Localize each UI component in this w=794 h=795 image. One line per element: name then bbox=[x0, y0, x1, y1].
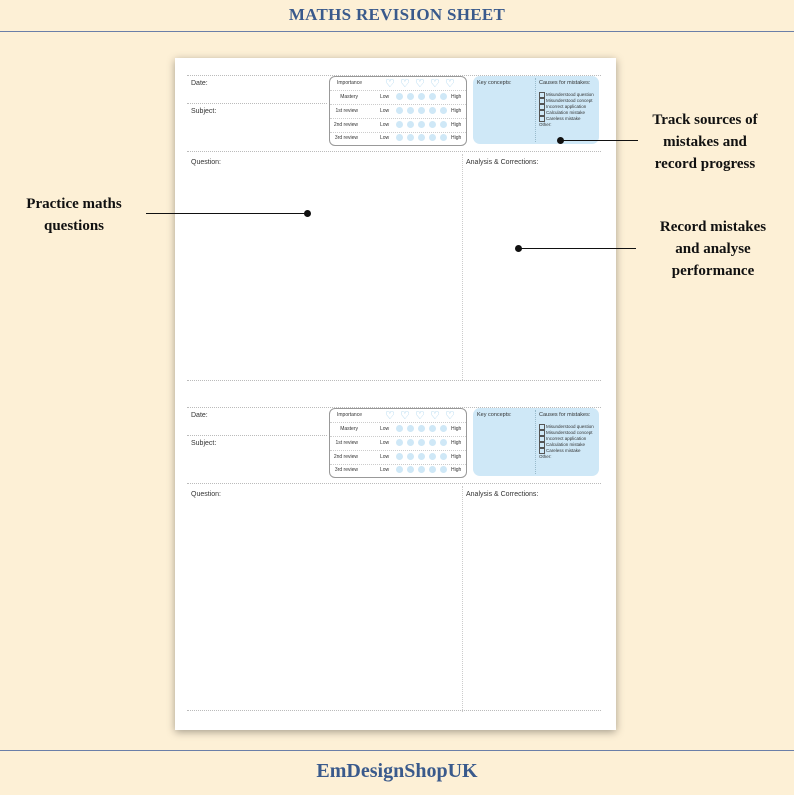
date-label: Date: bbox=[191, 80, 208, 87]
sheet-section-1 bbox=[187, 72, 601, 380]
heart-icon[interactable]: ♡ bbox=[430, 410, 440, 422]
concepts-panel bbox=[473, 76, 599, 144]
review1-label: 1st review bbox=[335, 108, 358, 114]
date-label: Date: bbox=[191, 412, 208, 419]
subject-label: Subject: bbox=[191, 440, 217, 447]
leader-line-record bbox=[519, 248, 636, 249]
concepts-panel bbox=[473, 408, 599, 476]
question-label: Question: bbox=[191, 159, 221, 166]
leader-line-practice bbox=[146, 213, 308, 214]
heart-icon[interactable]: ♡ bbox=[415, 410, 425, 422]
bullet-record bbox=[515, 245, 522, 252]
key-concepts-label: Key concepts: bbox=[477, 412, 512, 418]
other-label: Other: bbox=[539, 454, 552, 459]
rating-panel bbox=[329, 76, 467, 146]
annotation-record: Record mistakes and analyse performance bbox=[659, 219, 767, 279]
high-label: High bbox=[451, 94, 462, 100]
heart-icon[interactable]: ♡ bbox=[415, 78, 425, 90]
annotation-track: Track sources of mistakes and record progress bbox=[652, 112, 758, 172]
heart-icon[interactable]: ♡ bbox=[385, 410, 395, 422]
mastery-label: Mastery bbox=[340, 426, 358, 432]
review3-label: 3rd review bbox=[334, 467, 358, 473]
review2-label: 2nd review bbox=[333, 122, 358, 128]
low-label: Low bbox=[380, 426, 390, 432]
low-label: Low bbox=[380, 135, 390, 141]
footer-brand: EmDesignShopUK bbox=[316, 760, 478, 782]
low-label: Low bbox=[380, 122, 390, 128]
high-label: High bbox=[451, 454, 462, 460]
bullet-practice bbox=[304, 210, 311, 217]
low-label: Low bbox=[380, 454, 390, 460]
cause-checkbox[interactable]: Misunderstood concept bbox=[539, 430, 593, 436]
high-label: High bbox=[451, 467, 462, 473]
annotation-practice: Practice maths questions bbox=[26, 196, 122, 234]
cause-checkbox[interactable]: Careless mistake bbox=[539, 448, 581, 454]
cause-checkbox[interactable]: Misunderstood question bbox=[539, 92, 594, 98]
cause-checkbox[interactable]: Misunderstood question bbox=[539, 424, 594, 430]
question-label: Question: bbox=[191, 491, 221, 498]
heart-icon[interactable]: ♡ bbox=[385, 78, 395, 90]
importance-label: Importance bbox=[336, 80, 362, 86]
cause-checkbox[interactable]: Incorrect application bbox=[539, 104, 586, 110]
other-label: Other: bbox=[539, 122, 552, 127]
low-label: Low bbox=[380, 108, 390, 114]
analysis-label: Analysis & Corrections: bbox=[466, 159, 539, 166]
subject-label: Subject: bbox=[191, 108, 217, 115]
heart-icon[interactable]: ♡ bbox=[445, 78, 455, 90]
heart-icon[interactable]: ♡ bbox=[445, 410, 455, 422]
revision-sheet bbox=[175, 58, 616, 730]
high-label: High bbox=[451, 108, 462, 114]
high-label: High bbox=[451, 135, 462, 141]
cause-checkbox[interactable]: Careless mistake bbox=[539, 116, 581, 122]
review3-label: 3rd review bbox=[334, 135, 358, 141]
bullet-track bbox=[557, 137, 564, 144]
high-label: High bbox=[451, 426, 462, 432]
sheet-section-2 bbox=[187, 404, 601, 712]
cause-checkbox[interactable]: Calculation mistake bbox=[539, 110, 585, 116]
page-title: MATHS REVISION SHEET bbox=[288, 5, 506, 24]
low-label: Low bbox=[380, 440, 390, 446]
analysis-label: Analysis & Corrections: bbox=[466, 491, 539, 498]
low-label: Low bbox=[380, 94, 390, 100]
causes-label: Causes for mistakes: bbox=[539, 412, 591, 418]
cause-checkbox[interactable]: Misunderstood concept bbox=[539, 98, 593, 104]
mastery-label: Mastery bbox=[340, 94, 358, 100]
heart-icon[interactable]: ♡ bbox=[400, 78, 410, 90]
causes-label: Causes for mistakes: bbox=[539, 80, 591, 86]
footer-divider bbox=[0, 750, 794, 751]
review2-label: 2nd review bbox=[333, 454, 358, 460]
importance-label: Importance bbox=[336, 412, 362, 418]
cause-checkbox[interactable]: Incorrect application bbox=[539, 436, 586, 442]
heart-icon[interactable]: ♡ bbox=[430, 78, 440, 90]
leader-line-track bbox=[562, 140, 638, 141]
key-concepts-label: Key concepts: bbox=[477, 80, 512, 86]
rating-panel bbox=[329, 408, 467, 478]
low-label: Low bbox=[380, 467, 390, 473]
high-label: High bbox=[451, 122, 462, 128]
heart-icon[interactable]: ♡ bbox=[400, 410, 410, 422]
review1-label: 1st review bbox=[335, 440, 358, 446]
header-divider bbox=[0, 31, 794, 32]
high-label: High bbox=[451, 440, 462, 446]
cause-checkbox[interactable]: Calculation mistake bbox=[539, 442, 585, 448]
